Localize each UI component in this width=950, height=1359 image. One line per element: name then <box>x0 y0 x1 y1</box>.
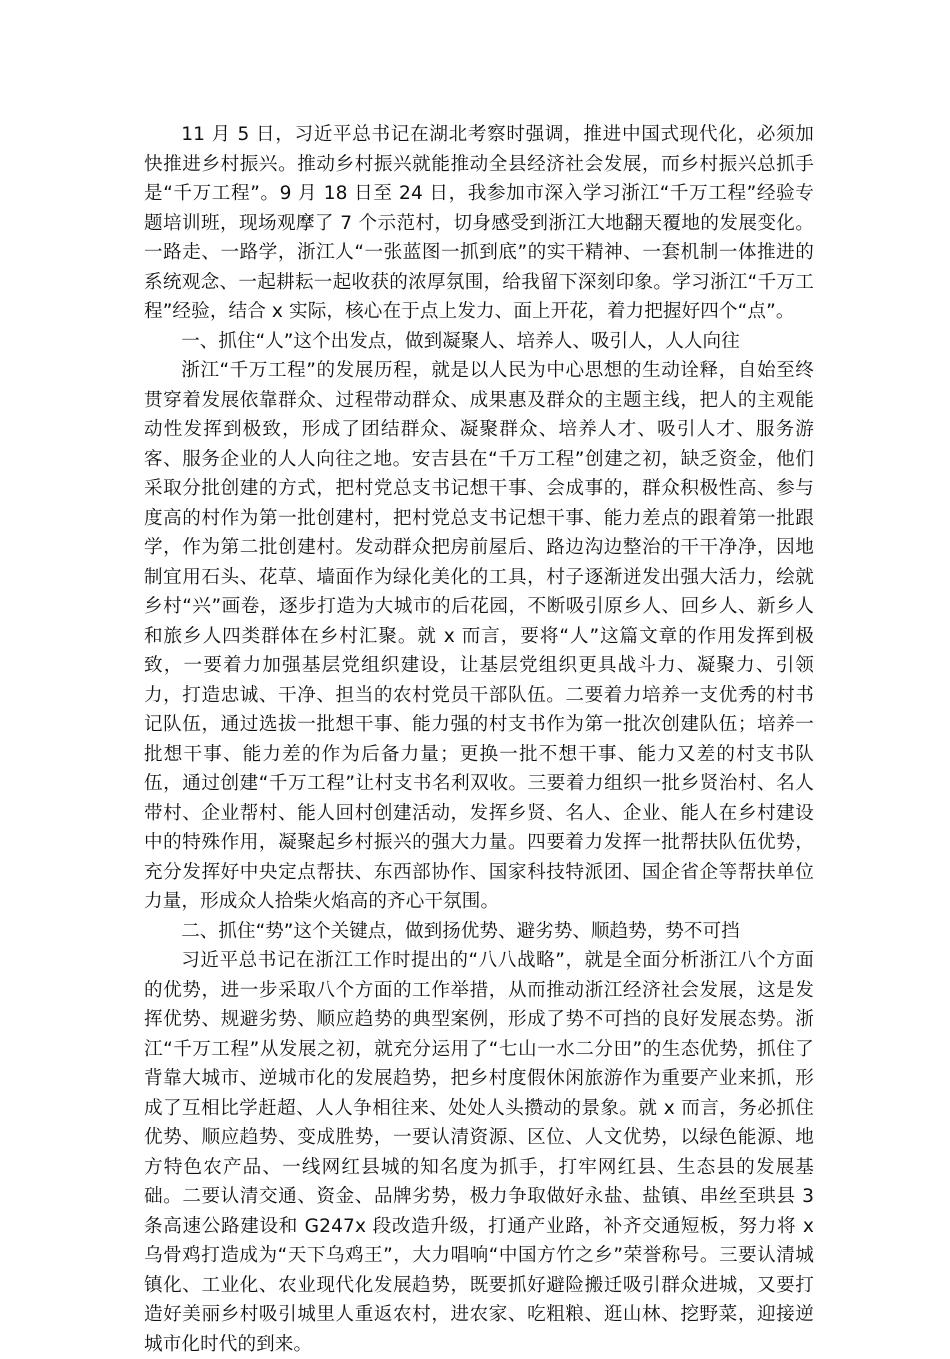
section-1-paragraph: 浙江“千万工程”的发展历程，就是以人民为中心思想的生动诠释，自始至终贯穿着发展依靠群众、过程带动群众、成果惠及群众的主题主线，把人的主观能动性发挥到极致，形成了团结群众、凝聚群众、培养人才、吸引人才、服务游客、服务企业的人人向往之地。安吉县在“千万工程”创建之初，缺乏资金，他们采取分批创建的方式，把村党总支书记想干事、会成事的，群众积极性高、参与度高的村作为第一批创建村，把村党总支书记想干事、能力差点的跟着第一批跟学，作为第二批创建村。发动群众把房前屋后、路边沟边整治的干干净净，因地制宜用石头、花草、墙面作为绿化美化的工具，村子逐渐迸发出强大活力，绘就乡村“兴”画卷，逐步打造为大城市的后花园，不断吸引原乡人、回乡人、新乡人和旅乡人四类群体在乡村汇聚。就 x 而言，要将“人”这篇文章的作用发挥到极致，一要着力加强基层党组织建设，让基层党组织更具战斗力、凝聚力、引领力，打造忠诚、干净、担当的农村党员干部队伍。二要着力培养一支优秀的村书记队伍，通过选拔一批想干事、能力强的村支书作为第一批次创建队伍；培养一批想干事、能力差的作为后备力量；更换一批不想干事、能力又差的村支书队伍，通过创建“千万工程”让村支书名利双收。三要着力组织一批乡贤治村、名人带村、企业帮村、能人回村创建活动，发挥乡贤、名人、企业、能人在乡村建设中的特殊作用，凝聚起乡村振兴的强大力量。四要着力发挥一批帮扶队伍优势，充分发挥好中央定点帮扶、东西部协作、国家科技特派团、国企省企等帮扶单位力量，形成众人拾柴火焰高的齐心干氛围。 <box>144 360 814 912</box>
intro-paragraph: 11 月 5 日，习近平总书记在湖北考察时强调，推进中国式现代化，必须加快推进乡村振兴。推动乡村振兴就能推动全县经济社会发展，而乡村振兴总抓手是“千万工程”。9 月 18 日至 24 日，我参加市深入学习浙江“千万工程”经验专题培训班，现场观摩了 7 个示范村，切身感受到浙江大地翻天覆地的发展变化。一路走、一路学，浙江人“一张蓝图一抓到底”的实干精神、一套机制一体推进的系统观念、一起耕耘一起收获的浓厚氛围，给我留下深刻印象。学习浙江“千万工程”经验，结合 x 实际，核心在于点上发力、面上开花，着力把握好四个“点”。 <box>144 124 814 322</box>
section-2-paragraph: 习近平总书记在浙江工作时提出的“八八战略”，就是全面分析浙江八个方面的优势，进一步采取八个方面的工作举措，从而推动浙江经济社会发展，这是发挥优势、规避劣势、顺应趋势的典型案例，形成了势不可挡的良好发展态势。浙江“千万工程”从发展之初，就充分运用了“七山一水二分田”的生态优势，抓住了背靠大城市、逆城市化的发展趋势，把乡村度假休闲旅游作为重要产业来抓，形成了互相比学赶超、人人争相往来、处处人头攒动的景象。就 x 而言，务必抓住优势、顺应趋势、变成胜势，一要认清资源、区位、人文优势，以绿色能源、地方特色农产品、一线网红县城的知名度为抓手，打牢网红县、生态县的发展基础。二要认清交通、资金、品牌劣势，极力争取做好永盐、盐镇、串丝至珙县 3 条高速公路建设和 G247x 段改造升级，打通产业路，补齐交通短板，努力将 x 乌骨鸡打造成为“天下乌鸡王”，大力唱响“中国方竹之乡”荣誉称号。三要认清城镇化、工业化、农业现代化发展趋势，既要抓好避险搬迁吸引群众进城，又要打造好美丽乡村吸引城里人重返农村，进农家、吃粗粮、逛山林、挖野菜，迎接逆城市化时代的到来。 <box>144 950 814 1355</box>
section-heading-2: 二、抓住“势”这个关键点，做到扬优势、避劣势、顺趋势，势不可挡 <box>181 920 740 942</box>
section-heading-1: 一、抓住“人”这个出发点，做到凝聚人、培养人、吸引人，人人向往 <box>181 330 740 352</box>
document-page <box>144 120 814 1359</box>
